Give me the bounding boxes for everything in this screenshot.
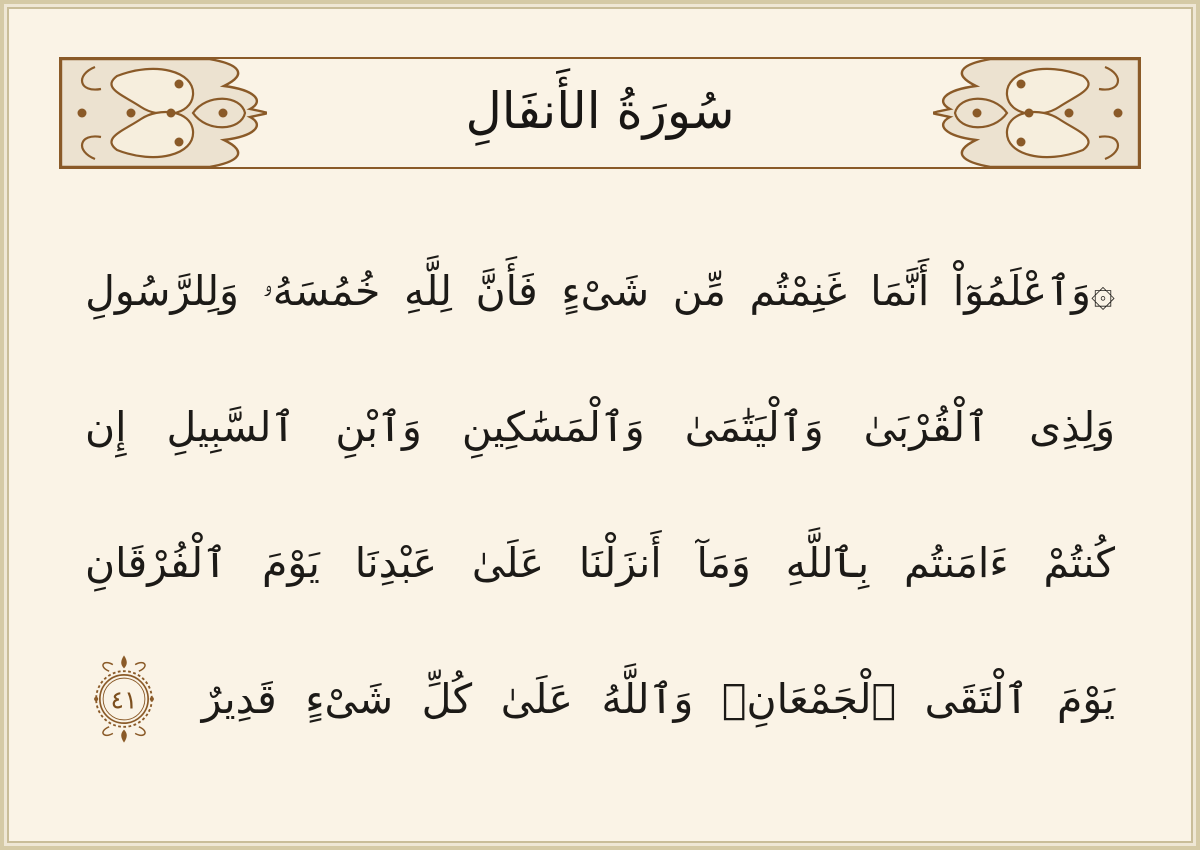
verse-number: ٤١ <box>110 685 138 715</box>
verse-word: بِٱللَّهِ <box>785 538 870 587</box>
verse-word: خُمُسَهُۥ <box>262 266 381 315</box>
verse-line-3 <box>85 495 1115 631</box>
verse-word: وَٱللَّهُ <box>601 674 694 723</box>
verse-word: مِّن <box>672 266 726 315</box>
verse-word: وَلِذِى <box>1029 402 1115 451</box>
verse-word: شَىْءٍ <box>305 674 394 723</box>
verse-word: لِلَّهِ <box>403 266 452 315</box>
verse-word: فَأَنَّ <box>475 266 538 315</box>
verse-word: إِن <box>85 402 127 451</box>
surah-header-band <box>59 57 1141 169</box>
verse-word: كُنتُمْ <box>1043 538 1115 587</box>
verse-word: ٱلسَّبِيلِ <box>166 402 296 451</box>
verse-line-2 <box>85 359 1115 495</box>
verse-word: ٱلْقُرْبَىٰ <box>863 402 990 451</box>
verse-word: عَبْدِنَا <box>354 538 438 587</box>
verse-word: وَٱلْيَتَٰمَىٰ <box>684 402 824 451</box>
verse-word: وَمَآ <box>696 538 751 587</box>
verse-word: عَلَىٰ <box>500 674 573 723</box>
verse-line-4 <box>85 631 1115 767</box>
verse-word: ٱلْفُرْقَانِ <box>85 538 228 587</box>
verse-word: وَٱبْنِ <box>335 402 422 451</box>
verse-word: كُلِّ <box>421 674 473 723</box>
verse-word: ۞وَٱعْلَمُوٓاْ <box>952 266 1115 315</box>
verse-word: ٱلْجَمْعَانِۗ <box>721 674 897 723</box>
surah-title: سُورَةُ الأَنفَالِ <box>465 82 735 140</box>
verse-word: أَنزَلْنَا <box>578 538 662 587</box>
verse-word: غَنِمْتُم <box>749 266 847 315</box>
verse-word: يَوْمَ <box>261 538 320 587</box>
verse-word: وَٱلْمَسَٰكِينِ <box>461 402 645 451</box>
verse-word: شَىْءٍ <box>561 266 650 315</box>
verse-word: قَدِيرٌ <box>201 674 277 723</box>
header-arabesque-ornament-icon <box>933 59 1139 167</box>
verse-word: أَنَّمَا <box>870 266 930 315</box>
verse-word: عَلَىٰ <box>471 538 545 587</box>
mushaf-sheet <box>7 7 1193 843</box>
verse-word: وَلِلرَّسُولِ <box>85 266 239 315</box>
verse-word: ءَامَنتُم <box>903 538 1009 587</box>
verse-line-1 <box>85 223 1115 359</box>
verse-word: ٱلْتَقَى <box>924 674 1029 723</box>
verse-word: يَوْمَ <box>1057 674 1115 723</box>
verse-end-medallion <box>85 651 163 747</box>
verse-area <box>9 223 1191 821</box>
